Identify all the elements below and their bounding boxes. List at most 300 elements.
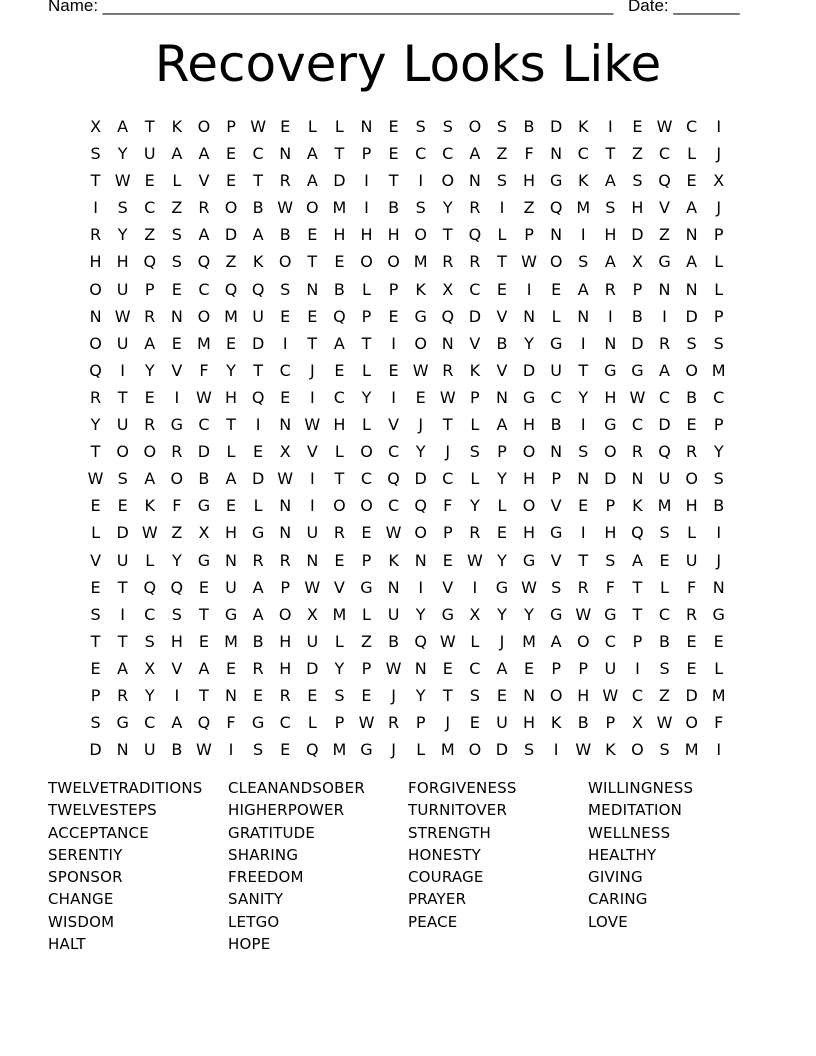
grid-letter: B <box>631 306 643 326</box>
grid-letter: A <box>252 577 264 597</box>
grid-letter: Q <box>143 252 157 272</box>
grid-letter: C <box>144 604 156 624</box>
word-list-item: MEDITATION <box>588 801 683 820</box>
grid-letter: A <box>117 658 129 678</box>
grid-letter: M <box>711 685 726 705</box>
grid-letter: C <box>631 685 643 705</box>
grid-letter: X <box>631 252 643 272</box>
grid-letter: Q <box>333 306 346 326</box>
word-list-item: WELLNESS <box>588 823 671 842</box>
grid-letter: H <box>116 252 129 272</box>
word-list-item: FREEDOM <box>228 868 304 887</box>
grid-letter: P <box>226 117 236 136</box>
grid-letter: G <box>197 496 211 516</box>
grid-letter: I <box>418 577 424 597</box>
word-list-item: TWELVESTEPS <box>48 801 157 820</box>
grid-letter: E <box>551 279 562 299</box>
grid-letter: Y <box>226 360 236 380</box>
grid-letter: F <box>172 496 182 516</box>
grid-letter: N <box>658 279 671 299</box>
grid-letter: N <box>387 577 400 597</box>
grid-letter: H <box>279 658 292 678</box>
grid-letter: Z <box>523 198 535 218</box>
grid-letter: K <box>632 496 643 516</box>
grid-letter: H <box>604 387 617 407</box>
grid-letter: E <box>713 631 724 651</box>
grid-letter: S <box>171 225 182 245</box>
grid-letter: N <box>523 306 536 326</box>
grid-letter: F <box>226 713 236 733</box>
grid-letter: N <box>414 658 427 678</box>
grid-letter: T <box>442 415 453 435</box>
grid-letter: T <box>578 360 589 380</box>
word-list-item: LOVE <box>588 912 628 931</box>
grid-letter: X <box>631 713 643 733</box>
grid-letter: K <box>605 740 616 760</box>
grid-letter: T <box>497 252 507 272</box>
grid-letter: I <box>716 740 722 760</box>
grid-letter: T <box>307 333 318 353</box>
grid-letter: O <box>360 496 373 516</box>
grid-letter: A <box>577 279 589 299</box>
grid-letter: C <box>279 713 291 733</box>
grid-letter: I <box>526 279 532 299</box>
grid-letter: I <box>553 740 559 760</box>
grid-letter: D <box>658 415 671 435</box>
grid-letter: A <box>333 333 345 353</box>
grid-letter: X <box>198 523 210 543</box>
grid-letter: J <box>309 360 315 380</box>
grid-letter: T <box>90 171 101 191</box>
grid-letter: D <box>631 225 644 245</box>
grid-letter: I <box>635 658 640 678</box>
grid-letter: W <box>656 713 673 733</box>
grid-letter: U <box>685 550 698 570</box>
grid-letter: N <box>441 333 454 353</box>
grid-letter: E <box>171 333 182 353</box>
grid-letter: Q <box>197 713 211 733</box>
grid-letter: R <box>144 306 156 326</box>
grid-letter: D <box>604 469 617 489</box>
grid-letter: Z <box>496 144 508 164</box>
grid-letter: B <box>659 631 670 651</box>
grid-letter: P <box>497 442 507 462</box>
grid-letter: A <box>117 117 129 136</box>
grid-letter: U <box>116 279 129 299</box>
grid-letter: W <box>602 685 619 705</box>
grid-letter: R <box>171 442 183 462</box>
grid-letter: J <box>445 713 451 733</box>
grid-letter: Y <box>334 658 345 678</box>
grid-letter: R <box>279 550 291 570</box>
grid-letter: G <box>712 604 725 624</box>
grid-letter: M <box>711 360 726 380</box>
grid-letter: L <box>497 496 507 516</box>
grid-letter: X <box>90 117 102 136</box>
grid-letter: W <box>385 658 402 678</box>
grid-letter: O <box>116 442 129 462</box>
grid-letter: S <box>90 713 101 733</box>
grid-letter: S <box>523 740 535 760</box>
grid-letter: E <box>334 360 345 380</box>
grid-letter: W <box>412 360 429 380</box>
grid-letter: B <box>252 631 264 651</box>
grid-letter: A <box>252 604 264 624</box>
grid-letter: V <box>442 577 454 597</box>
grid-letter: P <box>415 713 426 733</box>
grid-letter: X <box>279 442 291 462</box>
grid-letter: A <box>604 171 616 191</box>
grid-letter: Q <box>631 523 644 543</box>
grid-letter: V <box>333 577 345 597</box>
grid-letter: O <box>197 306 211 326</box>
grid-letter: O <box>333 496 346 516</box>
grid-letter: I <box>174 387 180 407</box>
word-list-item: HOPE <box>228 935 271 954</box>
grid-letter: O <box>360 252 373 272</box>
grid-letter: W <box>575 604 592 624</box>
grid-letter: L <box>660 577 669 597</box>
grid-letter: E <box>361 523 372 543</box>
grid-letter: E <box>388 144 399 164</box>
grid-letter: I <box>93 198 98 218</box>
grid-letter: N <box>712 577 725 597</box>
grid-letter: W <box>439 631 456 651</box>
grid-letter: E <box>253 685 264 705</box>
grid-letter: F <box>199 360 209 380</box>
grid-letter: I <box>580 523 586 543</box>
grid-letter: N <box>279 496 292 516</box>
grid-letter: P <box>334 713 345 733</box>
grid-letter: K <box>252 252 264 272</box>
grid-letter: C <box>442 144 454 164</box>
grid-letter: X <box>306 604 318 624</box>
grid-letter: W <box>575 740 592 760</box>
grid-letter: L <box>145 550 155 570</box>
grid-letter: P <box>470 387 480 407</box>
grid-letter: I <box>120 360 125 380</box>
grid-letter: Q <box>658 442 671 462</box>
grid-letter: H <box>225 387 238 407</box>
grid-letter: E <box>442 658 453 678</box>
word-list-item: ACCEPTANCE <box>48 823 149 842</box>
grid-letter: J <box>445 442 451 462</box>
grid-letter: E <box>144 171 155 191</box>
grid-letter: C <box>387 496 400 516</box>
grid-letter: T <box>442 685 453 705</box>
grid-letter: W <box>521 252 537 272</box>
grid-letter: A <box>171 713 183 733</box>
grid-letter: C <box>279 360 291 380</box>
grid-letter: L <box>497 225 507 245</box>
grid-letter: Q <box>468 225 482 245</box>
grid-letter: L <box>91 523 100 543</box>
grid-letter: E <box>686 631 697 651</box>
grid-letter: M <box>197 333 211 353</box>
page-title: Recovery Looks Like <box>154 35 662 93</box>
grid-letter: Y <box>524 604 534 624</box>
grid-letter: S <box>578 252 589 272</box>
grid-letter: B <box>333 279 345 299</box>
grid-letter: Y <box>524 333 534 353</box>
grid-letter: N <box>225 685 237 705</box>
grid-letter: F <box>714 713 724 733</box>
grid-letter: R <box>252 550 264 570</box>
grid-letter: O <box>278 604 292 624</box>
grid-letter: P <box>442 523 453 543</box>
grid-letter: U <box>387 604 400 624</box>
grid-letter: S <box>144 631 155 651</box>
grid-letter: P <box>605 713 616 733</box>
grid-letter: I <box>418 171 424 191</box>
grid-letter: S <box>90 604 101 624</box>
grid-letter: U <box>225 577 237 597</box>
grid-letter: O <box>224 198 238 218</box>
grid-letter: G <box>170 415 184 435</box>
grid-letter: J <box>418 415 424 435</box>
grid-letter: E <box>686 415 697 435</box>
grid-letter: S <box>253 740 264 760</box>
grid-letter: S <box>171 252 182 272</box>
grid-letter: H <box>523 713 536 733</box>
grid-letter: O <box>631 740 644 760</box>
grid-letter: N <box>550 442 563 462</box>
word-list-item: LETGO <box>228 912 280 931</box>
grid-letter: L <box>362 604 371 624</box>
grid-letter: V <box>90 550 102 570</box>
grid-letter: W <box>277 198 294 218</box>
grid-letter: I <box>255 415 261 435</box>
grid-letter: L <box>416 740 426 760</box>
grid-letter: Y <box>361 387 372 407</box>
grid-letter: Q <box>414 496 427 516</box>
grid-letter: W <box>385 523 402 543</box>
grid-letter: R <box>577 577 589 597</box>
grid-letter: C <box>387 442 400 462</box>
grid-letter: S <box>415 117 426 136</box>
grid-letter: R <box>89 387 102 407</box>
grid-letter: J <box>716 550 722 570</box>
grid-letter: B <box>388 631 400 651</box>
grid-letter: I <box>580 415 586 435</box>
grid-letter: W <box>521 577 537 597</box>
grid-letter: B <box>198 469 210 489</box>
grid-letter: E <box>280 740 291 760</box>
grid-letter: G <box>549 523 563 543</box>
grid-letter: Q <box>89 360 102 380</box>
grid-letter: L <box>334 117 344 136</box>
word-list-item: CARING <box>588 890 648 909</box>
grid-letter: R <box>89 225 102 245</box>
grid-letter: C <box>415 144 427 164</box>
grid-letter: G <box>522 387 536 407</box>
grid-letter: M <box>413 252 428 272</box>
grid-letter: V <box>171 658 183 678</box>
grid-letter: S <box>605 198 616 218</box>
grid-letter: E <box>632 117 643 136</box>
grid-letter: E <box>523 658 535 678</box>
grid-letter: D <box>414 469 427 489</box>
grid-letter: O <box>414 523 427 543</box>
grid-letter: E <box>361 685 372 705</box>
grid-letter: T <box>307 252 318 272</box>
grid-letter: U <box>306 631 319 651</box>
grid-letter: X <box>713 171 725 191</box>
grid-letter: E <box>225 333 237 353</box>
grid-letter: S <box>659 523 670 543</box>
grid-letter: L <box>334 442 344 462</box>
grid-letter: O <box>197 117 211 136</box>
grid-letter: D <box>685 685 698 705</box>
grid-letter: I <box>662 306 667 326</box>
grid-letter: J <box>499 631 505 651</box>
word-list-item: SERENTIY <box>48 845 123 864</box>
grid-letter: O <box>414 225 427 245</box>
grid-letter: I <box>282 333 288 353</box>
grid-letter: L <box>470 469 480 489</box>
grid-letter: N <box>495 387 508 407</box>
grid-letter: T <box>117 631 128 651</box>
grid-letter: W <box>196 387 212 407</box>
grid-letter: H <box>360 225 373 245</box>
word-list-item: CHANGE <box>48 890 114 909</box>
letter-grid <box>82 113 732 763</box>
grid-letter: R <box>442 252 454 272</box>
grid-letter: Y <box>171 550 182 570</box>
grid-letter: F <box>524 144 534 164</box>
grid-letter: I <box>309 496 315 516</box>
grid-letter: A <box>686 252 698 272</box>
grid-letter: M <box>684 740 699 760</box>
grid-letter: C <box>658 604 671 624</box>
grid-letter: B <box>713 496 725 516</box>
grid-letter: E <box>686 171 697 191</box>
grid-letter: R <box>631 442 643 462</box>
grid-letter: D <box>251 469 265 489</box>
grid-letter: W <box>141 523 158 543</box>
grid-letter: P <box>361 144 372 164</box>
grid-letter: C <box>469 279 481 299</box>
grid-letter: H <box>523 469 536 489</box>
grid-letter: N <box>468 171 481 191</box>
grid-letter: C <box>144 713 156 733</box>
grid-letter: U <box>143 144 156 164</box>
grid-letter: E <box>280 387 291 407</box>
grid-letter: T <box>90 631 101 651</box>
grid-letter: I <box>716 523 722 543</box>
grid-letter: O <box>522 442 536 462</box>
grid-letter: W <box>114 306 131 326</box>
word-list-item: HIGHERPOWER <box>228 801 345 820</box>
word-column <box>408 777 588 955</box>
grid-letter: E <box>280 306 291 326</box>
grid-letter: Y <box>415 442 426 462</box>
grid-letter: E <box>659 550 670 570</box>
grid-letter: Z <box>659 685 670 705</box>
grid-letter: A <box>496 658 508 678</box>
grid-letter: W <box>304 577 321 597</box>
grid-letter: Q <box>414 631 427 651</box>
grid-letter: D <box>549 117 563 136</box>
grid-letter: P <box>551 469 561 489</box>
grid-letter: S <box>578 442 589 462</box>
grid-letter: E <box>225 658 237 678</box>
grid-letter: G <box>549 604 563 624</box>
grid-letter: R <box>469 198 481 218</box>
grid-letter: E <box>225 171 237 191</box>
grid-letter: S <box>469 685 480 705</box>
grid-letter: R <box>252 658 264 678</box>
grid-letter: S <box>496 171 508 191</box>
grid-letter: N <box>550 144 563 164</box>
grid-letter: A <box>550 631 562 651</box>
grid-letter: H <box>333 415 346 435</box>
grid-letter: M <box>576 198 591 218</box>
grid-letter: U <box>306 523 319 543</box>
grid-letter: S <box>334 685 345 705</box>
grid-letter: R <box>279 171 291 191</box>
grid-letter: E <box>307 306 318 326</box>
grid-letter: R <box>686 604 698 624</box>
grid-letter: V <box>198 171 210 191</box>
grid-letter: I <box>364 171 369 191</box>
grid-letter: H <box>523 171 536 191</box>
grid-letter: Q <box>143 577 157 597</box>
grid-letter: Y <box>415 604 426 624</box>
grid-letter: C <box>198 279 210 299</box>
grid-letter: G <box>251 523 265 543</box>
grid-letter: R <box>469 252 481 272</box>
grid-letter: U <box>604 658 617 678</box>
grid-letter: G <box>549 171 563 191</box>
grid-letter: H <box>333 225 346 245</box>
grid-letter: H <box>523 415 536 435</box>
grid-letter: C <box>442 469 454 489</box>
grid-letter: E <box>225 144 237 164</box>
grid-letter: E <box>334 252 345 272</box>
grid-letter: L <box>470 631 480 651</box>
grid-letter: O <box>685 360 698 380</box>
grid-letter: L <box>714 279 724 299</box>
grid-letter: E <box>90 577 101 597</box>
grid-letter: V <box>550 550 562 570</box>
grid-letter: L <box>307 117 317 136</box>
grid-letter: N <box>577 469 590 489</box>
grid-letter: Z <box>144 225 156 245</box>
word-list-item: TWELVETRADITIONS <box>48 779 203 797</box>
grid-letter: R <box>198 198 210 218</box>
grid-letter: N <box>306 550 319 570</box>
grid-letter: D <box>522 360 536 380</box>
grid-letter: P <box>90 685 101 705</box>
grid-letter: X <box>442 279 454 299</box>
grid-letter: G <box>116 713 129 733</box>
grid-letter: R <box>279 685 291 705</box>
word-list-item: HONESTY <box>408 845 482 864</box>
grid-letter: C <box>144 198 156 218</box>
grid-letter: R <box>144 415 156 435</box>
grid-letter: O <box>685 713 698 733</box>
grid-letter: E <box>334 550 345 570</box>
grid-letter: I <box>309 469 315 489</box>
grid-letter: S <box>442 117 453 136</box>
grid-letter: S <box>117 198 128 218</box>
grid-letter: W <box>277 469 294 489</box>
grid-letter: V <box>171 360 183 380</box>
grid-letter: G <box>604 604 617 624</box>
grid-letter: G <box>604 360 617 380</box>
word-list-item: PEACE <box>408 912 458 931</box>
